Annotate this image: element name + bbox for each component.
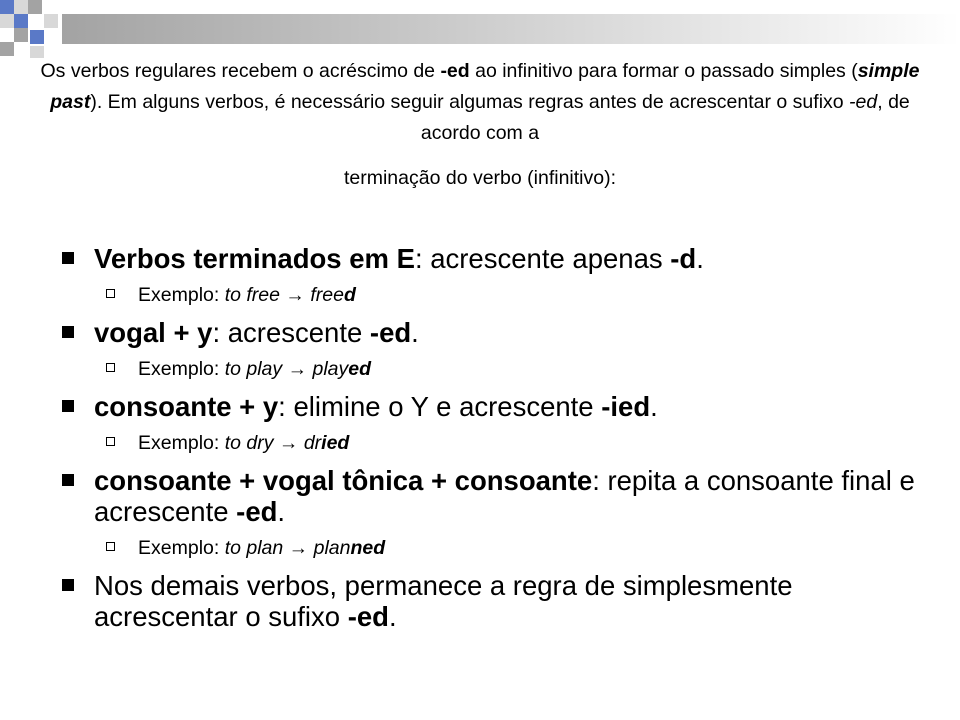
intro-text: ). Em alguns verbos, é necessário seguir algumas regras antes de acrescentar o sufixo (90, 91, 850, 113)
rule-item (62, 243, 932, 274)
intro-italic-ed: -ed (849, 91, 878, 113)
rules-list (62, 243, 932, 640)
example-stem: play (312, 358, 349, 380)
example-stem: dr (303, 432, 322, 454)
rule-text: : acrescente (212, 317, 370, 348)
intro-text: Os verbos regulares recebem o acréscimo de (40, 60, 441, 82)
arrow-icon: → (273, 432, 304, 454)
rule-item (62, 465, 932, 527)
deco-square (0, 14, 14, 28)
rule-item (62, 317, 932, 348)
deco-square (0, 0, 14, 14)
intro-simple-past: simple past (50, 60, 920, 113)
rule-heading: Verbos terminados em E (94, 243, 415, 274)
rule-text: Nos demais verbos, permanece a regra de simplesmente acrescentar o sufixo (94, 570, 793, 632)
header-gradient-bar (62, 14, 960, 44)
example-label: Exemplo: (138, 537, 225, 559)
example-infinitive: to play (224, 358, 283, 380)
deco-square (0, 42, 14, 56)
hollow-square-bullet-icon (106, 363, 115, 372)
hollow-square-bullet-icon (106, 289, 115, 298)
example-item (106, 535, 932, 561)
rule-end: . (696, 243, 704, 274)
rule-suffix: -ed (347, 601, 389, 632)
rule-end: . (650, 391, 658, 422)
example-stem: free (310, 284, 344, 306)
rule-end: . (411, 317, 419, 348)
rule-heading: consoante + y (94, 391, 279, 422)
example-item (106, 282, 932, 308)
deco-square (14, 28, 28, 42)
rule-heading: consoante + vogal tônica + consoante (94, 465, 593, 496)
example-infinitive: to free (224, 284, 280, 306)
example-item (106, 356, 932, 382)
rule-suffix: -ied (601, 391, 651, 422)
intro-paragraph (20, 56, 940, 194)
example-label: Exemplo: (138, 358, 225, 380)
rule-text: : acrescente apenas (414, 243, 671, 274)
hollow-square-bullet-icon (106, 542, 115, 551)
intro-bold-ed: -ed (440, 60, 470, 82)
intro-text: , de acordo com a (420, 91, 910, 144)
arrow-icon: → (282, 358, 313, 380)
example-stem: plan (313, 537, 351, 559)
example-label: Exemplo: (138, 432, 225, 454)
example-label: Exemplo: (138, 284, 225, 306)
corner-decoration (0, 0, 960, 60)
rule-end: . (277, 496, 286, 527)
deco-square (30, 30, 44, 44)
rule-suffix: -ed (369, 317, 412, 348)
rule-text: : elimine o Y e acrescente (278, 391, 602, 422)
rule-heading: vogal + y (94, 317, 213, 348)
arrow-icon: → (280, 284, 311, 306)
example-ending: ned (350, 537, 386, 559)
intro-last-line: terminação do verbo (infinitivo): (343, 167, 617, 189)
square-bullet-icon (62, 474, 74, 486)
rule-suffix: -ed (236, 496, 278, 527)
hollow-square-bullet-icon (106, 437, 115, 446)
deco-square (28, 0, 42, 14)
deco-square (14, 14, 28, 28)
deco-square (14, 0, 28, 14)
rule-suffix: -d (670, 243, 697, 274)
example-infinitive: to plan (224, 537, 284, 559)
example-ending: d (343, 284, 356, 306)
rule-end: . (388, 601, 397, 632)
square-bullet-icon (62, 579, 74, 591)
rule-item (62, 391, 932, 422)
arrow-icon: → (283, 537, 314, 559)
square-bullet-icon (62, 252, 74, 264)
example-ending: ied (321, 432, 350, 454)
example-ending: ed (348, 358, 372, 380)
square-bullet-icon (62, 400, 74, 412)
example-item (106, 430, 932, 456)
square-bullet-icon (62, 326, 74, 338)
rule-item (62, 570, 932, 632)
rule-text: : repita a consoante final e acrescente (94, 465, 915, 527)
example-infinitive: to dry (224, 432, 274, 454)
intro-text: ao infinitivo para formar o passado simples ( (469, 60, 858, 82)
deco-square (44, 14, 58, 28)
